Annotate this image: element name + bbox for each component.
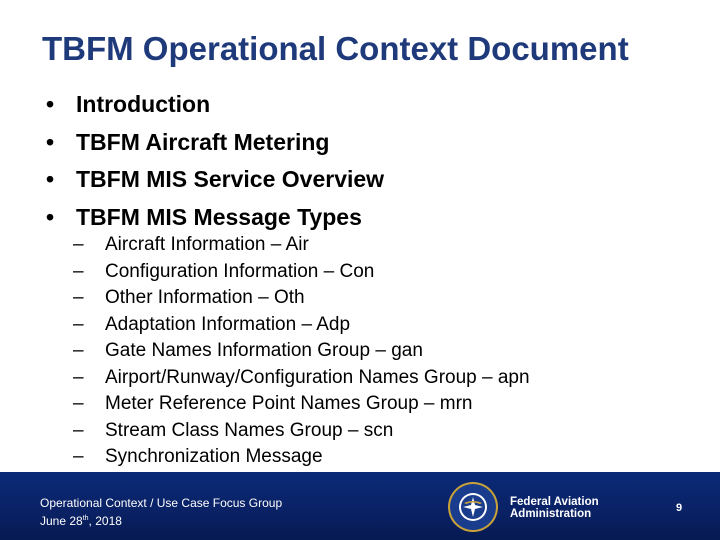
agency-name-line2: Administration	[510, 508, 592, 520]
faa-seal-icon	[447, 481, 499, 533]
bullet-marker: •	[46, 166, 55, 192]
sub-bullet-item	[73, 419, 530, 446]
sub-bullet-marker: –	[73, 366, 84, 388]
sub-bullet-text: Other Information – Oth	[105, 287, 305, 308]
sub-bullet-item	[73, 286, 530, 313]
sub-bullet-marker: –	[73, 313, 84, 335]
bullet-text: Introduction	[76, 91, 211, 117]
sub-bullet-text: Configuration Information – Con	[105, 260, 375, 282]
footer-event-name: Operational Context / Use Case Focus Group	[40, 496, 283, 510]
footer-date-suffix: th	[82, 515, 89, 522]
bullet-item	[46, 90, 384, 128]
bullet-text: TBFM MIS Message Types	[76, 203, 362, 230]
sub-bullet-marker: –	[73, 287, 84, 308]
sub-bullet-marker: –	[73, 340, 84, 361]
bullet-list	[46, 90, 384, 240]
sub-bullet-text: Meter Reference Point Names Group – mrn	[105, 393, 473, 414]
sub-bullet-marker: –	[73, 419, 84, 441]
sub-bullet-item	[73, 260, 530, 287]
sub-bullet-text: Gate Names Information Group – gan	[105, 340, 423, 361]
slide-footer	[0, 472, 720, 540]
bullet-item	[46, 165, 384, 203]
sub-bullet-marker: –	[73, 260, 84, 282]
sub-bullet-text: Airport/Runway/Configuration Names Group – apn	[105, 366, 530, 388]
footer-date	[40, 511, 282, 529]
sub-bullet-item	[73, 339, 530, 366]
footer-date-day: June 28	[40, 514, 83, 528]
bullet-marker: •	[46, 203, 55, 230]
bullet-marker: •	[46, 128, 55, 155]
bullet-marker: •	[46, 91, 55, 117]
sub-bullet-text: Aircraft Information – Air	[105, 234, 309, 255]
bullet-item	[46, 128, 384, 166]
sub-bullet-marker: –	[73, 234, 84, 255]
footer-event-info	[40, 496, 282, 529]
bullet-text: TBFM MIS Service Overview	[76, 166, 385, 192]
sub-bullet-marker: –	[73, 446, 84, 467]
sub-bullet-text: Synchronization Message	[105, 446, 323, 467]
sub-bullet-item	[73, 233, 530, 260]
sub-bullet-list	[73, 233, 530, 472]
sub-bullet-item	[73, 445, 530, 472]
agency-name-line1: Federal Aviation	[510, 496, 599, 508]
sub-bullet-text: Adaptation Information – Adp	[105, 313, 351, 335]
agency-name	[510, 496, 599, 520]
bullet-text: TBFM Aircraft Metering	[76, 128, 330, 155]
sub-bullet-item	[73, 366, 530, 393]
sub-bullet-item	[73, 313, 530, 340]
footer-date-year: , 2018	[88, 514, 122, 528]
page-number: 9	[676, 502, 683, 514]
slide-title: TBFM Operational Context Document	[42, 30, 629, 67]
sub-bullet-item	[73, 392, 530, 419]
sub-bullet-marker: –	[73, 393, 84, 414]
sub-bullet-text: Stream Class Names Group – scn	[105, 419, 394, 441]
